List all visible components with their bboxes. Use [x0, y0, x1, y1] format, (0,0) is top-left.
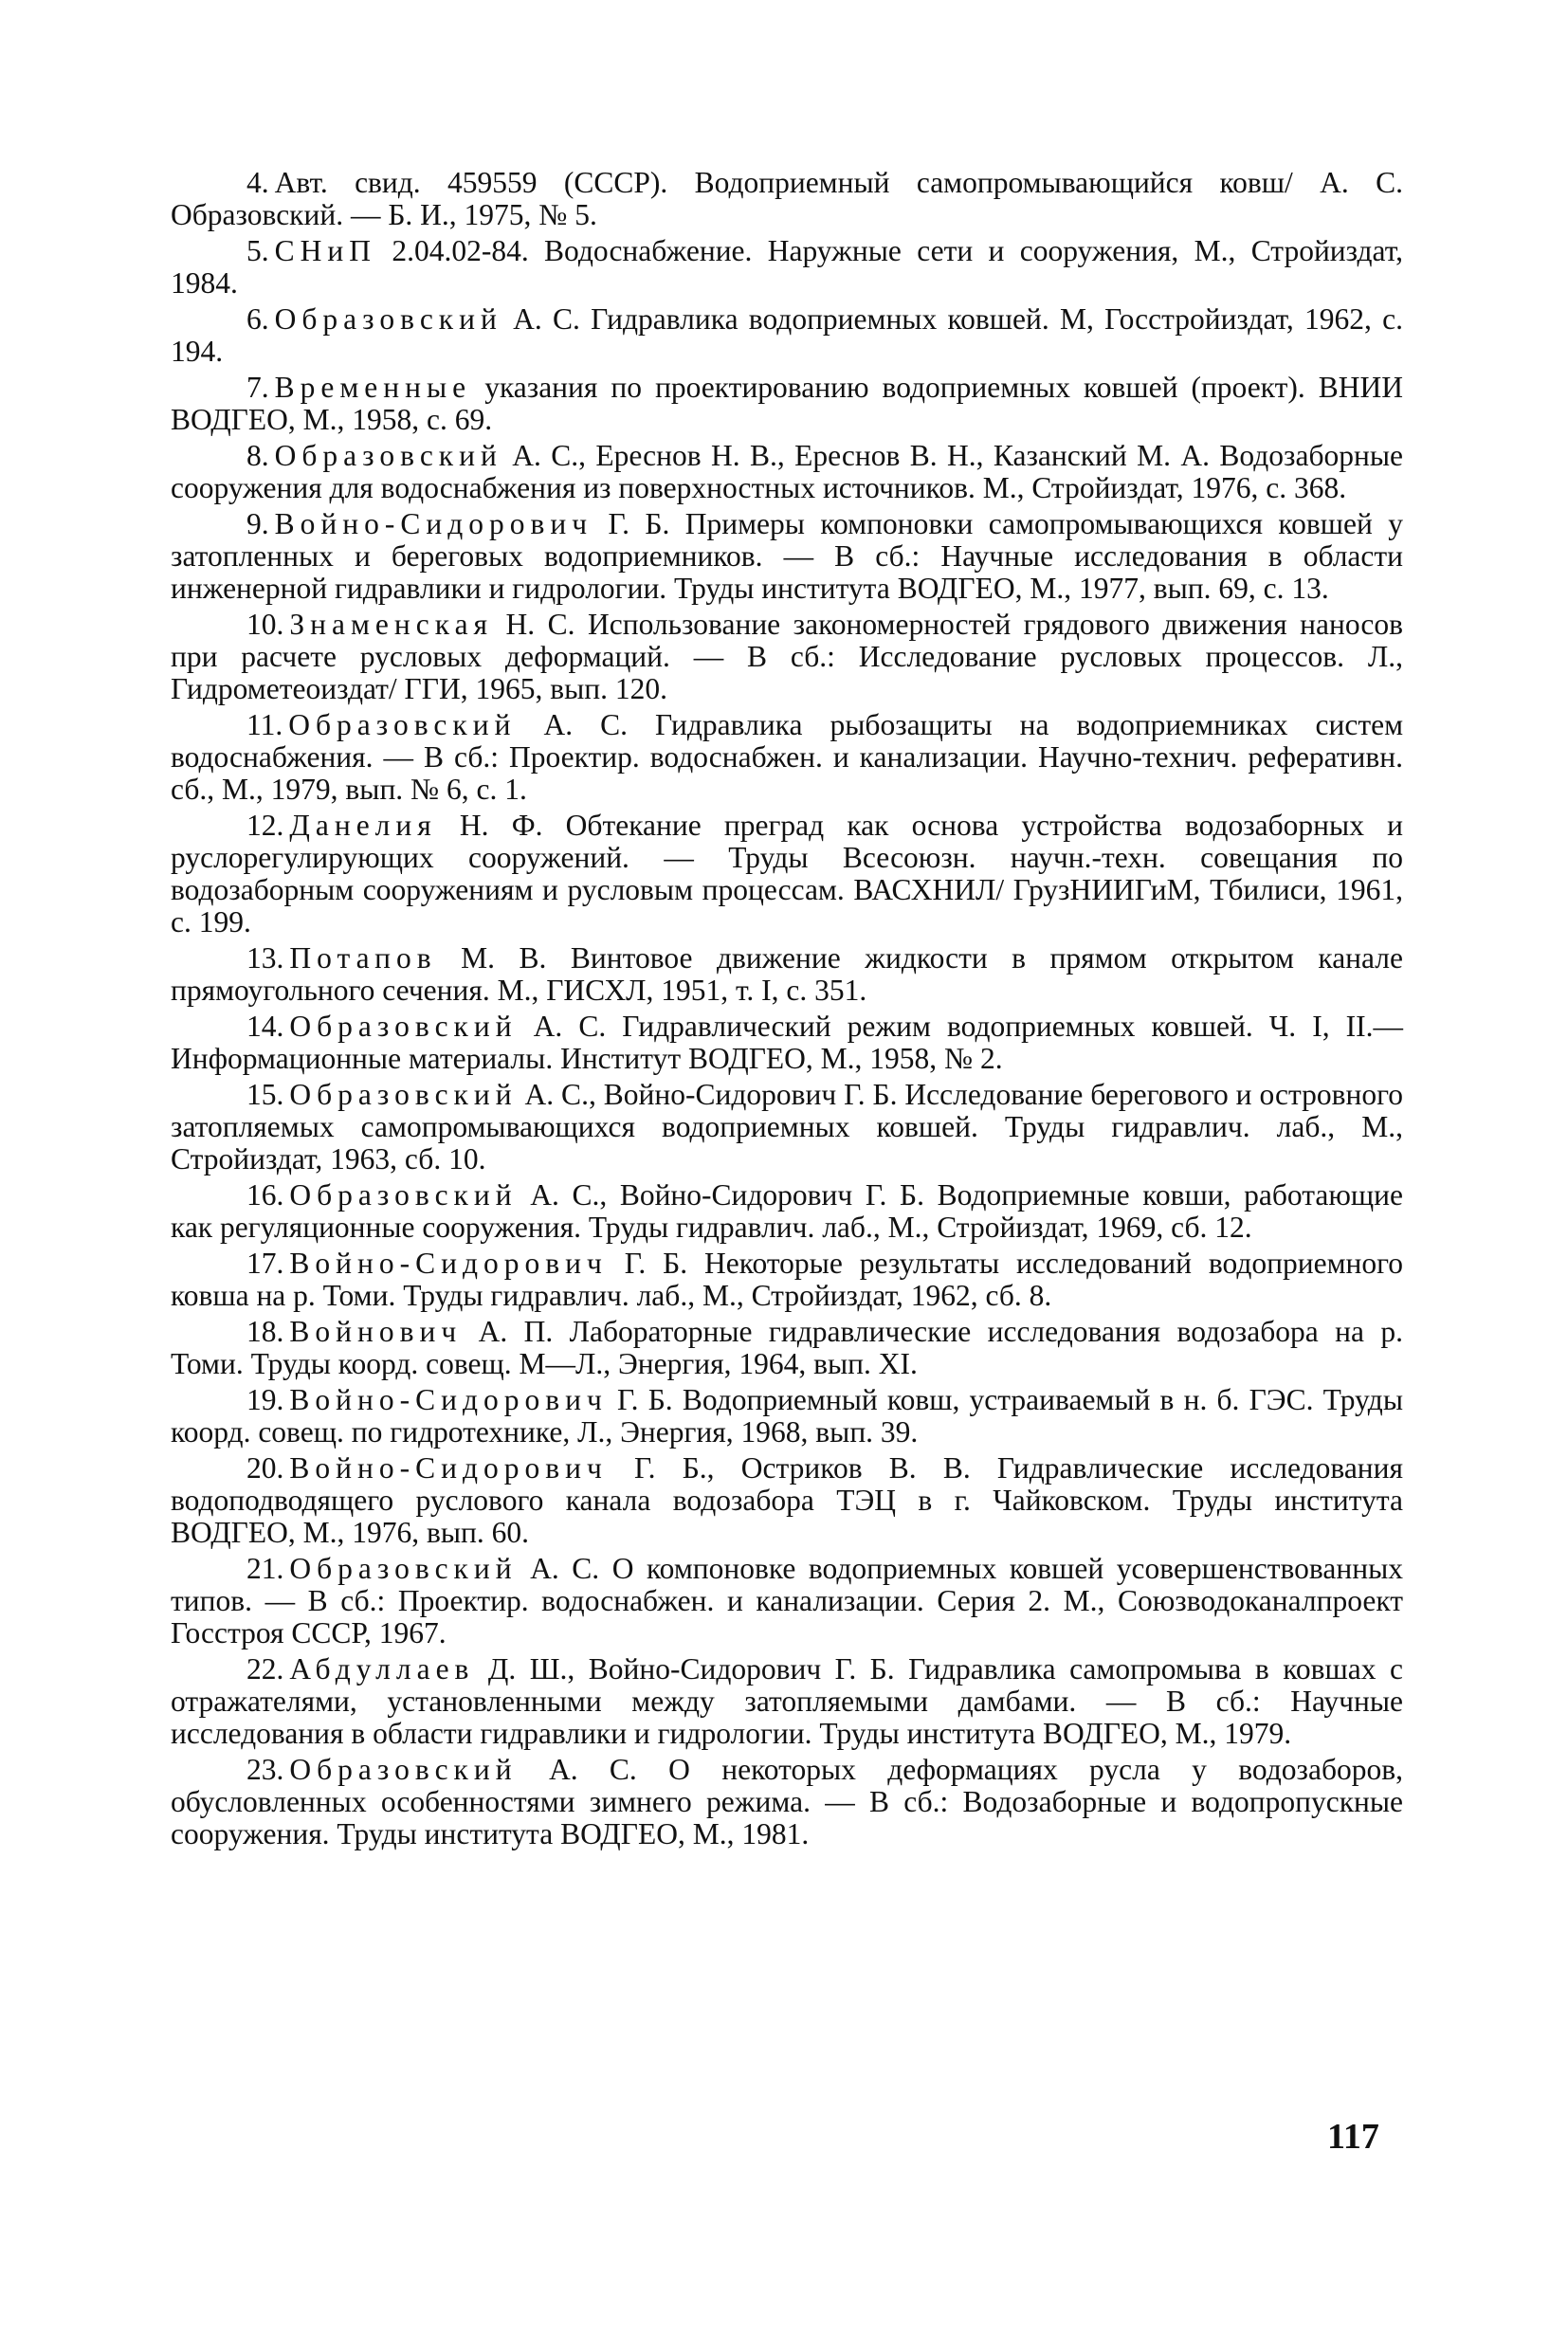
reference-number: 15.	[246, 1078, 284, 1112]
reference-author: Войно-Сидорович	[289, 1451, 608, 1485]
reference-text: А. С., Войно-Сидорович Г. Б. Водоприемные ковши, работающие как регуляционные сооружения. Труды гидравлич. лаб., М., Стройиздат, 1969, сб. 12.	[171, 1177, 1403, 1244]
reference-item-11	[171, 709, 1403, 805]
reference-text: Н. Ф. Обтекание преград как основа устройства водозаборных и руслорегулирующих сооружений. — Труды Всесоюзн. научн.-техн. совещания по водозаборным сооружениям и русловым процессам. ВАСХНИЛ/ ГрузНИИГиМ, Тбилиси, 1961, с. 199.	[171, 809, 1403, 939]
reference-text: Г. Б. Водоприемный ковш, устраиваемый в н. б. ГЭС. Труды коорд. совещ. по гидротехнике, Л., Энергия, 1968, вып. 39.	[171, 1383, 1403, 1449]
reference-item-4	[171, 167, 1403, 231]
reference-item-5	[171, 235, 1403, 300]
reference-item-23	[171, 1754, 1403, 1850]
reference-author: Образовский	[289, 1009, 518, 1043]
reference-number: 10.	[246, 608, 284, 642]
reference-text: А. С. Гидравлический режим водоприемных ковшей. Ч. I, II.— Информационные материалы. Институт ВОДГЕО, М., 1958, № 2.	[171, 1009, 1403, 1075]
reference-text: 2.04.02-84. Водоснабжение. Наружные сети и сооружения, М., Стройиздат, 1984.	[171, 234, 1403, 300]
reference-author: Потапов	[289, 940, 437, 975]
reference-text: А. С. О некоторых деформациях русла у водозаборов, обусловленных особенностями зимнего режима. — В сб.: Водозаборные и водопропускные сооружения. Труды института ВОДГЕО, М., 1981.	[171, 1752, 1403, 1850]
reference-author: Авт. свид.	[274, 166, 421, 199]
reference-text: Д. Ш., Войно-Сидорович Г. Б. Гидравлика самопромыва в ковшах с отражателями, установленными между затопляемыми дамбами. — В сб.: Научные исследования в области гидравлики и гидрологии. Труды института ВОДГЕО, М., 1979.	[171, 1652, 1403, 1750]
reference-item-15	[171, 1079, 1403, 1175]
reference-number: 6.	[246, 302, 269, 337]
reference-author: СНиП	[274, 234, 376, 268]
reference-number: 7.	[246, 371, 269, 405]
reference-item-10	[171, 609, 1403, 704]
reference-number: 12.	[246, 809, 284, 843]
reference-number: 20.	[246, 1451, 284, 1485]
reference-number: 22.	[246, 1652, 284, 1686]
reference-author: Образовский	[274, 439, 502, 473]
reference-author: Образовский	[288, 708, 517, 742]
reference-number: 14.	[246, 1009, 284, 1043]
reference-number: 9.	[246, 507, 269, 541]
reference-text: 459559 (СССР). Водоприемный самопромывающийся ковш/ А. С. Образовский. — Б. И., 1975, № 5.	[171, 166, 1403, 231]
reference-item-22	[171, 1653, 1403, 1749]
reference-number: 13.	[246, 940, 284, 975]
reference-item-14	[171, 1011, 1403, 1075]
reference-author: Знаменская	[289, 608, 494, 642]
reference-author: Образовский	[289, 1552, 518, 1586]
reference-author: Войно-Сидорович	[274, 507, 593, 541]
reference-number: 11.	[246, 708, 283, 742]
reference-number: 23.	[246, 1752, 284, 1786]
reference-list	[171, 167, 1403, 1854]
reference-text: А. С. О компоновке водоприемных ковшей усовершенствованных типов. — В сб.: Проектир. водоснабжен. и канализации. Серия 2. М., Союзводоканалпроект Госстроя СССР, 1967.	[171, 1552, 1403, 1649]
reference-item-6	[171, 303, 1403, 368]
reference-text: Г. Б. Некоторые результаты исследований водоприемного ковша на р. Томи. Труды гидравлич. лаб., М., Стройиздат, 1962, сб. 8.	[171, 1247, 1403, 1312]
reference-author: Образовский	[289, 1078, 518, 1112]
reference-number: 17.	[246, 1247, 284, 1280]
reference-item-18	[171, 1316, 1403, 1380]
reference-number: 8.	[246, 439, 269, 473]
reference-text: А. С., Ереснов Н. В., Ереснов В. Н., Казанский М. А. Водозаборные сооружения для водоснабжения из поверхностных источников. М., Стройиздат, 1976, с. 368.	[171, 439, 1403, 505]
reference-text: А. С. Гидравлика рыбозащиты на водоприемниках систем водоснабжения. — В сб.: Проектир. водоснабжен. и канализации. Научно-технич. реферативн. сб., М., 1979, вып. № 6, с. 1.	[171, 708, 1403, 806]
reference-text: А. С. Гидравлика водоприемных ковшей. М, Госстройиздат, 1962, с. 194.	[171, 302, 1403, 368]
reference-item-19	[171, 1384, 1403, 1449]
reference-text: М. В. Винтовое движение жидкости в прямом открытом канале прямоугольного сечения. М., ГИСХЛ, 1951, т. I, с. 351.	[171, 940, 1403, 1007]
reference-item-9	[171, 508, 1403, 604]
reference-number: 16.	[246, 1177, 284, 1212]
page-number: 117	[1327, 2117, 1379, 2157]
reference-item-12	[171, 810, 1403, 938]
reference-text: указания по проектированию водоприемных ковшей (проект). ВНИИ ВОДГЕО, М., 1958, с. 69.	[171, 371, 1403, 437]
reference-author: Образовский	[289, 1752, 518, 1786]
reference-author: Временные	[274, 371, 472, 405]
reference-author: Войно-Сидорович	[289, 1383, 608, 1417]
reference-item-17	[171, 1248, 1403, 1312]
reference-number: 21.	[246, 1552, 284, 1586]
reference-text: А. С., Войно-Сидорович Г. Б. Исследование берегового и островного затопляемых самопромывающихся водоприемных ковшей. Труды гидравлич. лаб., М., Стройиздат, 1963, сб. 10.	[171, 1078, 1403, 1176]
reference-item-8	[171, 440, 1403, 504]
reference-text: Н. С. Использование закономерностей грядового движения наносов при расчете русловых деформаций. — В сб.: Исследование русловых процессов. Л., Гидрометеоиздат/ ГГИ, 1965, вып. 120.	[171, 608, 1403, 705]
reference-text: А. П. Лабораторные гидравлические исследования водозабора на р. Томи. Труды коорд. совещ. М—Л., Энергия, 1964, вып. XI.	[171, 1315, 1403, 1380]
reference-author: Войнович	[289, 1315, 463, 1349]
reference-text: Г. Б., Остриков В. В. Гидравлические исследования водоподводящего руслового канала водозабора ТЭЦ в г. Чайковском. Труды института ВОДГЕО, М., 1976, вып. 60.	[171, 1451, 1403, 1549]
reference-author: Образовский	[289, 1177, 518, 1212]
reference-text: Г. Б. Примеры компоновки самопромывающихся ковшей у затопленных и береговых водоприемников. — В сб.: Научные исследования в области инженерной гидравлики и гидрологии. Труды института ВОДГЕО, М., 1977, вып. 69, с. 13.	[171, 507, 1403, 606]
reference-author: Войно-Сидорович	[289, 1247, 608, 1280]
reference-item-20	[171, 1452, 1403, 1548]
reference-item-13	[171, 942, 1403, 1007]
reference-number: 4.	[246, 166, 269, 199]
reference-author: Абдуллаев	[289, 1652, 475, 1686]
reference-author: Образовский	[274, 302, 502, 337]
reference-item-7	[171, 372, 1403, 436]
reference-author: Данелия	[289, 809, 437, 843]
reference-number: 19.	[246, 1383, 284, 1417]
reference-number: 5.	[246, 234, 269, 268]
reference-item-16	[171, 1179, 1403, 1244]
reference-item-21	[171, 1553, 1403, 1649]
reference-number: 18.	[246, 1315, 284, 1349]
